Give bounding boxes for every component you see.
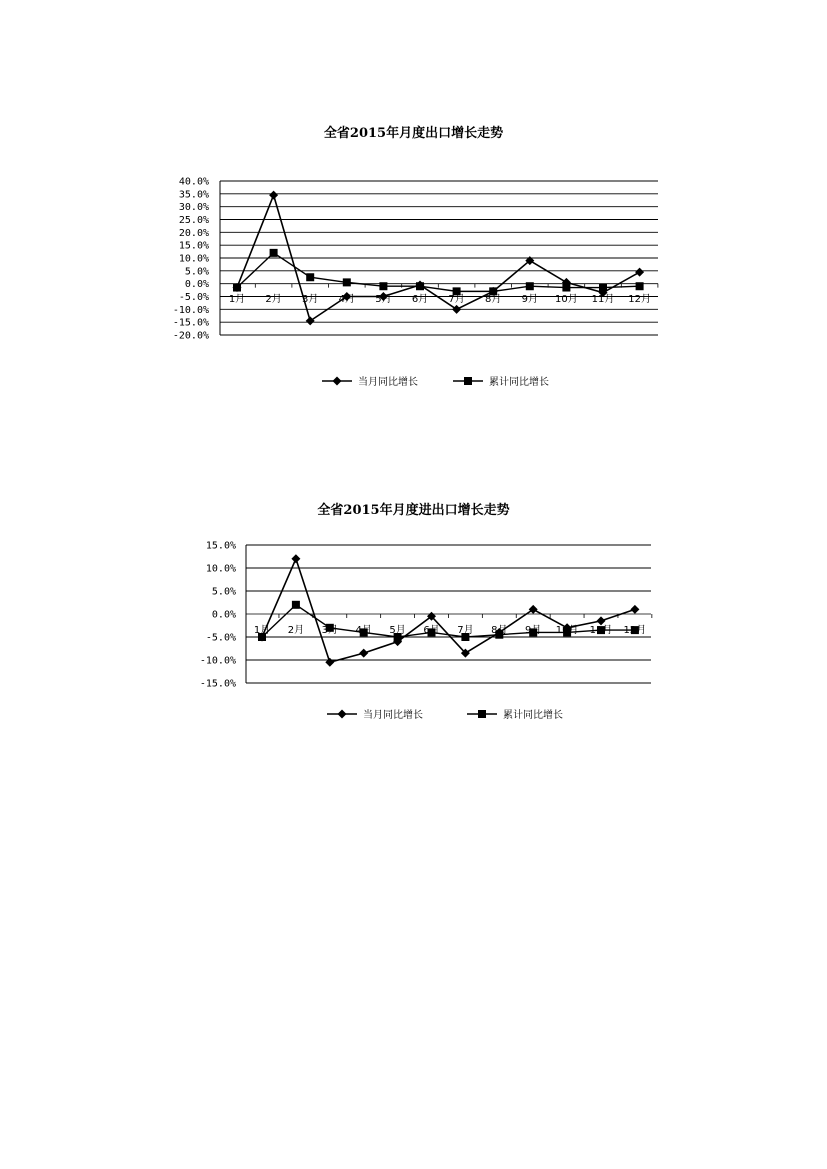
y-tick-label: 25.0% — [178, 215, 209, 226]
x-tick-label: 8月 — [485, 294, 502, 305]
x-tick-label: 4月 — [355, 625, 372, 636]
y-tick-label: 20.0% — [178, 227, 209, 239]
x-tick-label: 1月 — [228, 294, 246, 305]
y-tick-label: 15.0% — [205, 540, 236, 552]
y-tick-label: -10.0% — [172, 304, 209, 316]
x-tick-label: 12月 — [628, 294, 651, 305]
legend-label: 当月同比增长 — [358, 377, 418, 388]
x-tick-label: 2月 — [287, 625, 305, 636]
x-tick-label: 11月 — [589, 625, 613, 636]
y-tick-label: 5.0% — [184, 266, 209, 278]
data-point — [291, 554, 300, 563]
x-tick-label: 7月 — [448, 294, 465, 305]
y-tick-label: -20.0% — [172, 330, 209, 342]
y-tick-label: 5.0% — [211, 586, 236, 598]
x-tick-label: 1月 — [253, 625, 271, 636]
x-tick-label: 12月 — [623, 625, 647, 636]
legend-label: 累计同比增长 — [503, 710, 563, 721]
x-tick-label: 10月 — [555, 625, 579, 636]
chart-title: 全省2015年月度出口增长走势 — [323, 126, 504, 141]
y-tick-label: -5.0% — [205, 632, 236, 644]
y-tick-label: 40.0% — [178, 176, 209, 188]
data-point — [529, 605, 538, 614]
x-tick-label: 10月 — [555, 294, 578, 305]
legend-marker — [478, 710, 486, 718]
y-tick-label: 0.0% — [211, 609, 236, 621]
x-tick-label: 11月 — [591, 294, 615, 305]
data-point — [630, 605, 639, 614]
y-tick-label: -10.0% — [199, 655, 236, 667]
legend-label: 当月同比增长 — [363, 710, 423, 721]
y-tick-label: 35.0% — [178, 189, 209, 201]
data-point — [292, 601, 300, 609]
y-tick-label: 15.0% — [178, 240, 209, 252]
legend-label: 累计同比增长 — [489, 377, 549, 388]
x-tick-label: 3月 — [321, 625, 338, 636]
y-tick-label: 0.0% — [184, 279, 209, 291]
y-tick-label: -15.0% — [199, 678, 236, 690]
data-point — [325, 658, 334, 667]
x-tick-label: 9月 — [525, 625, 542, 636]
x-tick-label: 6月 — [411, 294, 429, 305]
x-tick-label: 5月 — [389, 625, 406, 636]
x-tick-label: 7月 — [457, 625, 474, 636]
y-tick-label: 10.0% — [178, 253, 209, 265]
x-tick-label: 4月 — [338, 294, 355, 305]
data-point — [359, 649, 368, 658]
legend-marker — [338, 710, 347, 719]
x-tick-label: 2月 — [265, 294, 282, 305]
x-tick-label: 6月 — [423, 625, 440, 636]
y-tick-label: -15.0% — [172, 317, 209, 329]
y-tick-label: -5.0% — [178, 292, 209, 303]
chart-title: 全省2015年月度进出口增长走势 — [317, 503, 510, 518]
x-tick-label: 5月 — [375, 294, 392, 305]
series-line — [262, 559, 635, 663]
x-tick-label: 8月 — [491, 625, 508, 636]
x-tick-label: 9月 — [521, 294, 538, 305]
x-tick-label: 3月 — [302, 294, 319, 305]
series-line — [262, 605, 635, 637]
y-tick-label: 30.0% — [178, 202, 209, 214]
y-tick-label: 10.0% — [205, 563, 236, 575]
